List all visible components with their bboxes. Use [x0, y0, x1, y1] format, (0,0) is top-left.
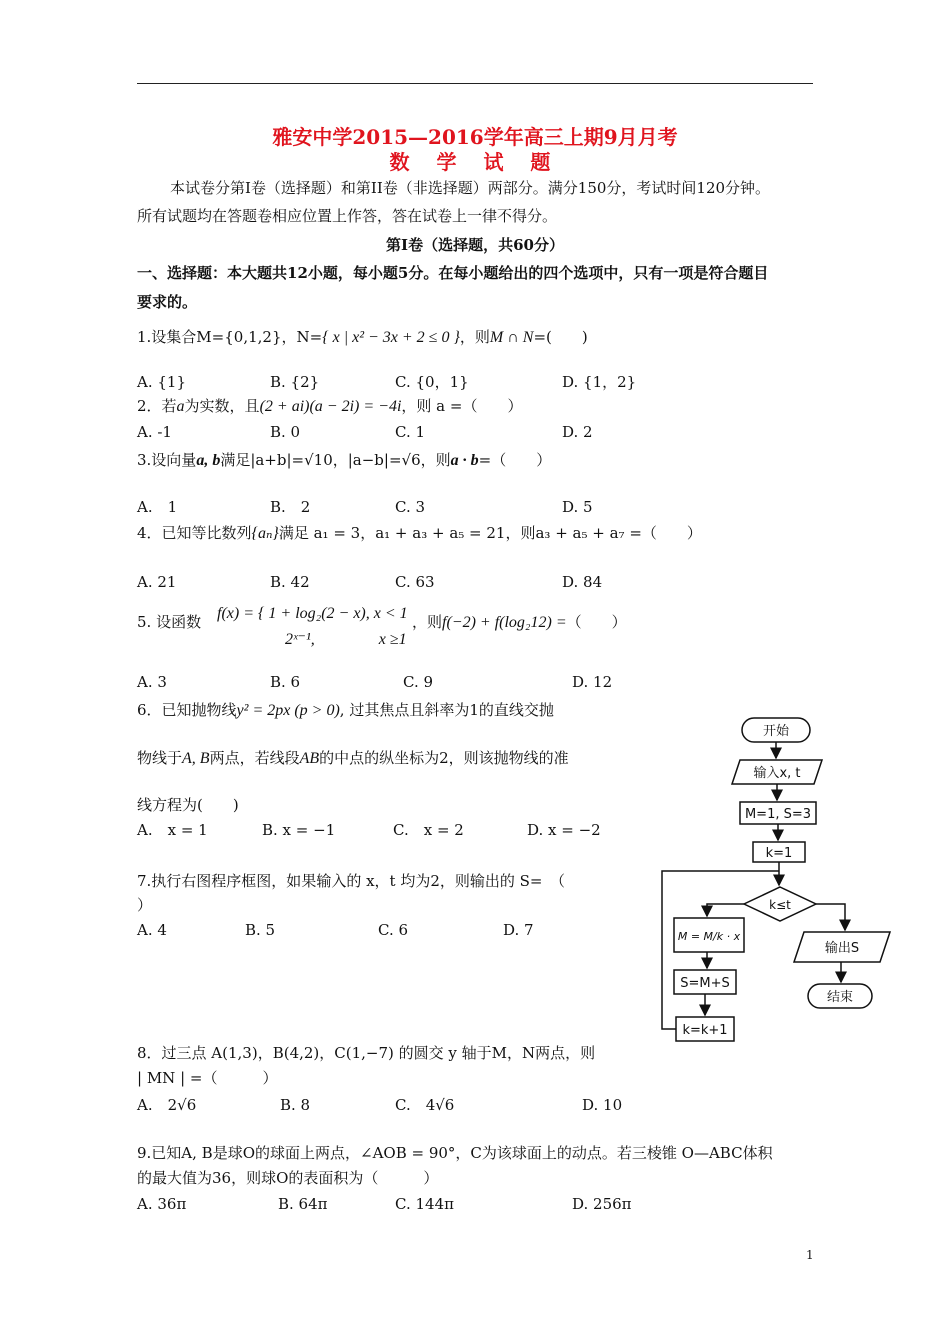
header-rule [137, 83, 813, 84]
q5-option-d: D. 12 [572, 673, 613, 691]
q2-option-d: D. 2 [562, 423, 593, 441]
q5-piecewise-line-1: f(x) = { 1 + log₂(2 − x), x < 1 [217, 605, 408, 622]
q5-piecewise-line-2: 2ˣ⁻¹, x ≥1 [285, 631, 407, 648]
question-3-stem: 3.设向量a, b满足|a+b|=√10，|a−b|=√6，则a · b=（ ） [137, 451, 552, 469]
q4-option-a: A. 21 [137, 573, 177, 591]
question-6-line-2: 物线于A, B两点，若线段AB的中点的纵坐标为2，则该抛物线的准 [137, 749, 569, 767]
question-7-line-1: 7.执行右图程序框图，如果输入的 x，t 均为2，则输出的 S= （ [137, 872, 565, 890]
q5-tail: ，则f(−2) + f(log₂12) =（ ） [412, 613, 627, 631]
question-8-line-1: 8．过三点 A(1,3)，B(4,2)，C(1,−7) 的圆交 y 轴于M，N两点，则 [137, 1044, 596, 1062]
q3-option-b: B. 2 [270, 498, 311, 516]
part1-heading: 第Ⅰ卷（选择题，共60分） [386, 236, 564, 254]
question-6-line-3: 线方程为( ) [137, 796, 239, 814]
q2-option-b: B. 0 [270, 423, 301, 441]
q1-option-c: C. {0，1} [395, 373, 469, 391]
q6-option-a: A. x = 1 [137, 821, 208, 839]
q7-option-a: A. 4 [137, 921, 167, 939]
flow-end-label: 结束 [826, 990, 854, 1005]
q8-option-a: A. 2√6 [137, 1096, 197, 1114]
q4-option-b: B. 42 [270, 573, 310, 591]
flow-increment-label: k=k+1 [682, 1023, 728, 1038]
exam-title: 雅安中学2015—2016学年高三上期9月月考 [272, 125, 678, 149]
flow-k-init-label: k=1 [765, 846, 793, 861]
q5-option-c: C. 9 [403, 673, 434, 691]
question-8-line-2: | MN | =（ ） [137, 1069, 278, 1087]
q5-option-b: B. 6 [270, 673, 301, 691]
q9-option-c: C. 144π [395, 1195, 454, 1213]
q3-option-a: A. 1 [137, 498, 178, 516]
q7-option-c: C. 6 [378, 921, 409, 939]
q6-option-c: C. x = 2 [393, 821, 464, 839]
q5-option-a: A. 3 [137, 673, 167, 691]
exam-subject: 数 学 试 题 [389, 150, 561, 174]
q1-option-a: A. {1} [137, 373, 186, 391]
question-4-stem: 4．已知等比数列{aₙ}满足 a₁ = 3，a₁ + a₃ + a₅ = 21，则a₃ + a₅ + a₇ =（ ） [137, 524, 702, 542]
question-9-line-2: 的最大值为36，则球O的表面积为（ ） [137, 1169, 439, 1187]
q6-option-b: B. x = −1 [262, 821, 336, 839]
q2-option-a: A. -1 [137, 423, 172, 441]
q8-option-d: D. 10 [582, 1096, 623, 1114]
q1-option-d: D. {1，2} [562, 373, 637, 391]
intro-line-1: 本试卷分第Ⅰ卷（选择题）和第II卷（非选择题）两部分。满分150分，考试时间120分钟。 [170, 179, 771, 197]
section1-line-1: 一、选择题：本大题共12小题，每小题5分。在每小题给出的四个选项中，只有一项是符合题目 [137, 264, 769, 282]
flow-input-label: 输入x, t [753, 766, 801, 781]
question-2-stem: 2．若a为实数，且(2 + ai)(a − 2i) = −4i，则 a =（ ） [137, 397, 523, 415]
q1-option-b: B. {2} [270, 373, 320, 391]
q7-option-b: B. 5 [245, 921, 276, 939]
question-5-stem: 5. 设函数 [137, 613, 202, 631]
flow-init-label: M=1, S=3 [744, 807, 812, 822]
flow-update-m-label: M = M/k · x [677, 930, 741, 943]
q9-option-b: B. 64π [278, 1195, 328, 1213]
q9-option-a: A. 36π [137, 1195, 187, 1213]
q4-option-c: C. 63 [395, 573, 435, 591]
flow-output-label: 输出S [824, 941, 860, 956]
flow-start-label: 开始 [762, 724, 790, 739]
q7-option-d: D. 7 [503, 921, 534, 939]
q8-option-c: C. 4√6 [395, 1096, 455, 1114]
question-6-line-1: 6．已知抛物线y² = 2px (p > 0), 过其焦点且斜率为1的直线交抛 [137, 701, 554, 719]
flow-condition-label: k≤t [769, 898, 791, 912]
question-1-stem: 1.设集合M={0,1,2}，N={ x | x² − 3x + 2 ≤ 0 }，则M ∩ N=( ) [137, 328, 588, 346]
q3-option-c: C. 3 [395, 498, 426, 516]
q9-option-d: D. 256π [572, 1195, 632, 1213]
question-7-line-2: ） [137, 896, 153, 914]
question-9-line-1: 9.已知A, B是球O的球面上两点，∠AOB = 90°，C为该球面上的动点。若三棱锥 O—ABC体积 [137, 1144, 773, 1162]
intro-line-2: 所有试题均在答题卷相应位置上作答，答在试卷上一律不得分。 [137, 207, 558, 225]
q4-option-d: D. 84 [562, 573, 603, 591]
q3-option-d: D. 5 [562, 498, 593, 516]
q8-option-b: B. 8 [280, 1096, 311, 1114]
q6-option-d: D. x = −2 [527, 821, 601, 839]
page-number: 1 [806, 1248, 814, 1262]
flow-update-s-label: S=M+S [680, 976, 730, 991]
section1-line-2: 要求的。 [137, 293, 198, 311]
program-flowchart [650, 712, 900, 1052]
q2-option-c: C. 1 [395, 423, 426, 441]
